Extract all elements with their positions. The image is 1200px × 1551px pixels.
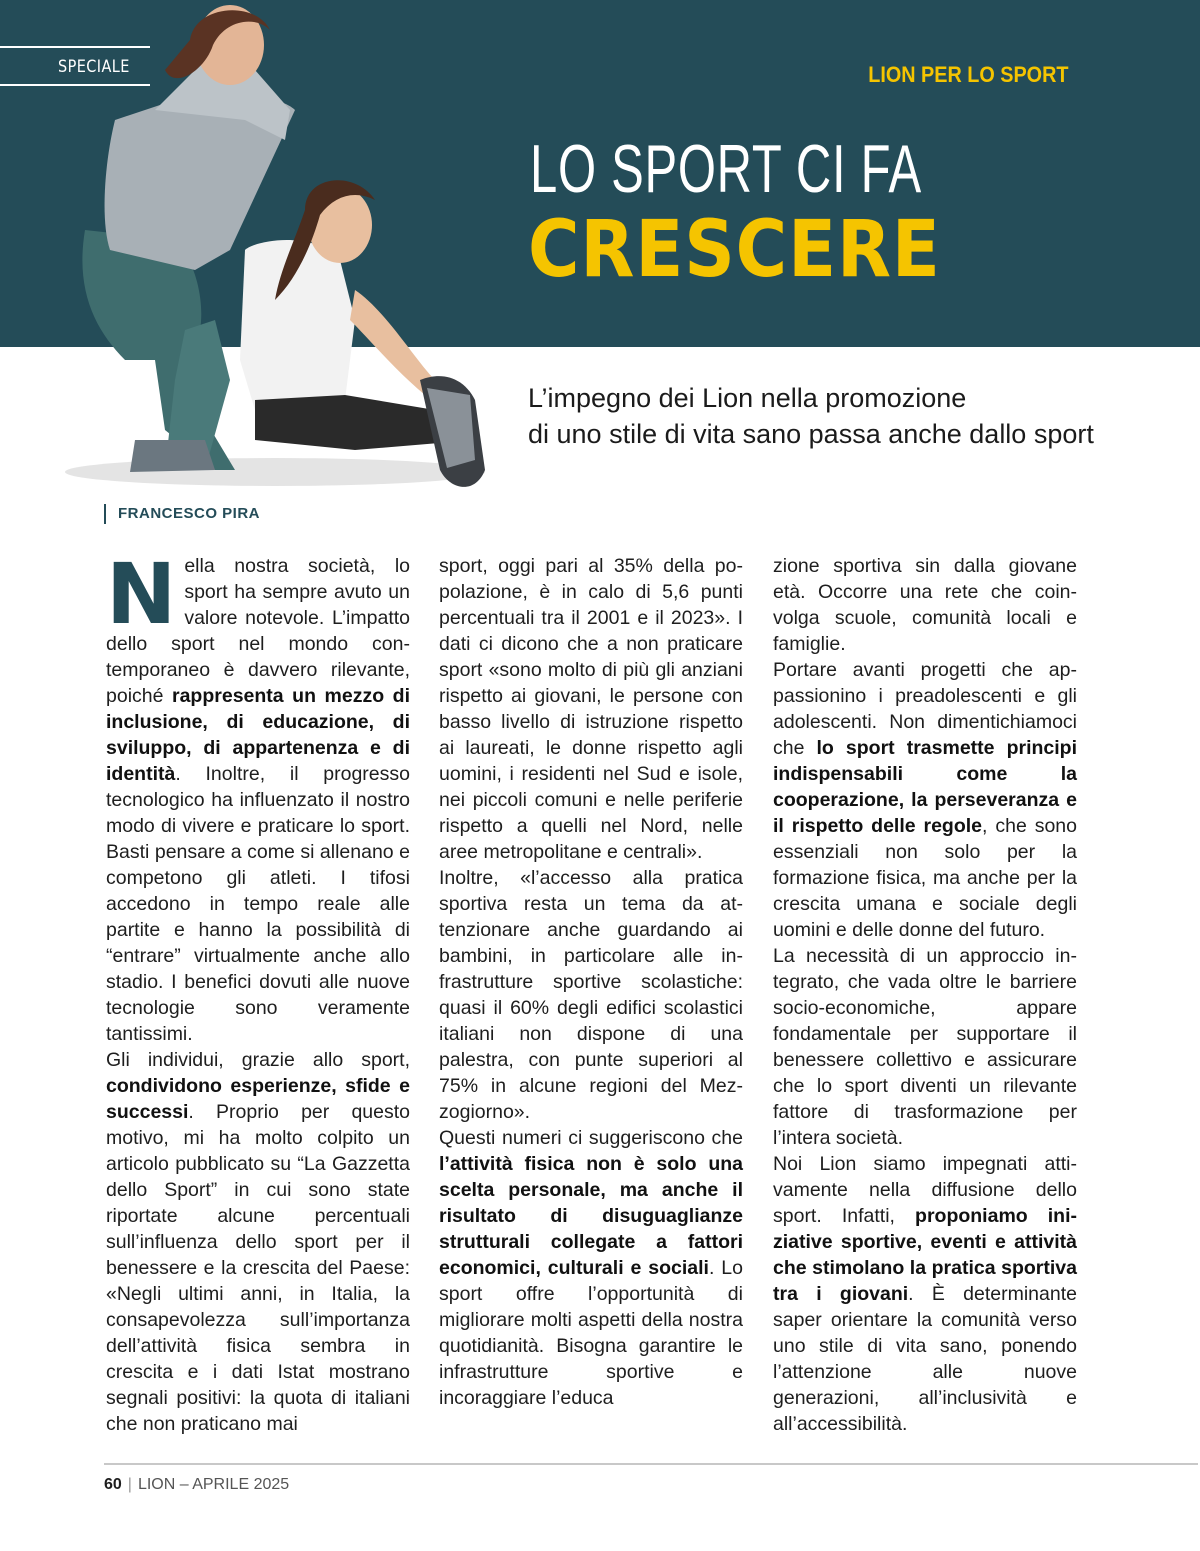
body-text: Noi Lion siamo impegnati attivamente nella diffusione dello sport. Infatti, [773, 1153, 1077, 1227]
body-text: Gli individui, grazie allo sport, [106, 1049, 410, 1071]
subtitle-line: L’impegno dei Lion nella promozione [528, 383, 967, 413]
body-text: . È determinante saper orientare la comunità verso uno stile di vita sano, ponendo l’attenzione alle nuove generazioni, all’inclusività e all’accessibilità. [773, 1283, 1077, 1435]
article-column-2 [439, 553, 743, 1411]
body-text: Questi numeri ci suggeriscono che [439, 1127, 743, 1149]
section-label: SPECIALE [58, 57, 130, 77]
paragraph [106, 1047, 410, 1437]
paragraph [439, 1125, 743, 1411]
paragraph [106, 545, 410, 1047]
publication-info: LION – APRILE 2025 [137, 1476, 290, 1493]
paragraph: sport, oggi pari al 35% della popolazione, è in calo di 5,6 punti percentuali tra il 2001 e il 2023». I dati ci dicono che a non praticare sport «sono molto di più gli anziani rispetto ai giovani, le persone con basso livello di istruzione rispetto ai laureati, le donne rispetto agli uomini, i residenti nel Sud e isole, nei piccoli comuni e nelle periferie rispetto a quelli nel Nord, nelle aree metropolitane e centrali». [439, 555, 743, 863]
emphasis-text: proponiamo iniziative sportive, eventi e attività che stimolano la pratica sportiva tra i giovani [773, 1205, 1078, 1305]
body-text: Portare avanti progetti che appassionino i preadolescenti e gli adolescenti. Non dimentichiamoci che [773, 659, 1077, 759]
paragraph: La necessità di un approccio integrato, che vada oltre le barriere socio-economiche, appare fondamentale per supportare il benessere collettivo e assicurare che lo sport diventi un rilevante fattore di trasformazione per l’intera società. [773, 945, 1077, 1149]
page-number: 60 [104, 1476, 122, 1493]
body-text: . Inoltre, il progresso tecnologico ha influenzato il nostro modo di vivere e praticare lo sport. Basti pensare a come si allenano e competono gli atleti. I tifosi accedono in tempo reale alle partite e hanno la possibilità di “entrare” virtualmente anche allo stadio. I benefici dovuti alle nuove tecnologie sono veramente tantissimi. [106, 763, 410, 1045]
emphasis-text: condividono esperienze, sfide e successi [106, 1075, 410, 1123]
paragraph [773, 657, 1077, 943]
emphasis-text: lo sport trasmette principi indispensabili come la cooperazione, la perseveranza e il rispetto delle regole [773, 737, 1078, 837]
body-text: . Proprio per questo motivo, mi ha molto colpito un articolo pubblicato su “La Gazzetta dello Sport” in cui sono state riportate alcune percentuali sull’influenza dello sport per il benessere e la crescita del Paese: «Negli ultimi anni, in Italia, la consapevolezza sull’importanza dell’attività fisica sembra in crescita e i dati Istat mostrano segnali positivi: la quota di italiani che non praticano mai [106, 1101, 410, 1435]
subtitle-line: di uno stile di vita sano passa anche dallo sport [528, 419, 1094, 449]
footer-rule [104, 1463, 1198, 1465]
paragraph: Inoltre, «l’accesso alla pratica sportiva resta un tema da attenzionare anche guardando ai bambini, in particolare alle infrastrutture sportive scolastiche: quasi il 60% degli edifici scolastici italiani non dispone di una palestra, con punte superiori al 75% in alcune regioni del Mezzogiorno». [439, 867, 743, 1123]
article-column-1 [106, 545, 410, 1437]
body-text: ella nostra società, lo sport ha sempre avuto un valore notevole. L’impatto dello sport nel mondo contemporaneo è davvero rilevante, poiché [106, 555, 410, 707]
drop-cap: N [106, 545, 177, 643]
title-line-2: CRESCERE [528, 205, 941, 295]
author-byline: FRANCESCO PIRA [118, 505, 261, 522]
body-text: , che sono essenziali non solo per la formazione fisica, ma anche per la crescita umana e sociale degli uomini e delle donne del futuro. [773, 815, 1077, 941]
body-text: . Lo sport offre l’opportunità di migliorare molti aspetti della nostra quotidianità. Bisogna garantire le infrastrutture sportive e incoraggiare l’educa [439, 1257, 743, 1409]
byline-marker [104, 504, 106, 524]
kicker-label: LION PER LO SPORT [867, 62, 1068, 87]
page-footer [104, 1476, 289, 1494]
paragraph [773, 1151, 1077, 1437]
emphasis-text: rappresenta un mezzo di inclusione, di educazione, di sviluppo, di appartenenza e di identità [106, 685, 410, 785]
emphasis-text: l’attività fisica non è solo una scelta personale, ma anche il risultato di disuguaglianze strutturali collegate a fattori economici, culturali e sociali [439, 1153, 743, 1279]
article-subtitle [528, 380, 1148, 452]
footer-separator: | [127, 1476, 132, 1493]
article-column-3 [773, 553, 1077, 1437]
title-line-1: LO SPORT CI FA [530, 131, 922, 207]
hero-photo [55, 0, 495, 500]
paragraph: zione sportiva sin dalla giovane età. Occorre una rete che coinvolga scuole, comunità locali e famiglie. [773, 555, 1077, 655]
